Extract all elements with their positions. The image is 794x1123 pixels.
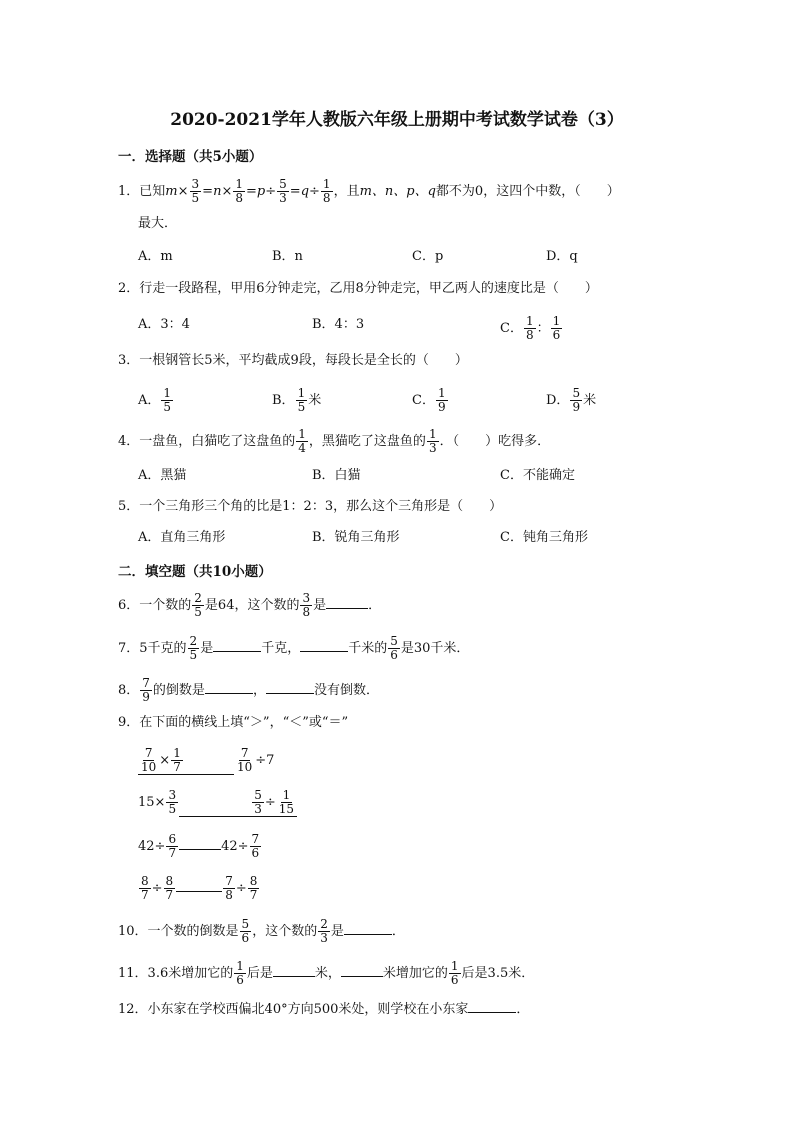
q1-line2: 最大．: [138, 216, 178, 231]
q2-option-c: C． $\frac{1}{8}$ ： $\frac{1}{6}$: [500, 314, 561, 342]
divide-sign: ÷: [309, 184, 320, 199]
fraction: $\frac{7}{9}$: [142, 676, 150, 704]
q1-number: 1．: [118, 184, 140, 199]
question-10: 10．一个数的倒数是 $\frac{5}{6}$ ，这个数的 $\frac{2}{3}$ 是 ．: [118, 917, 405, 945]
fraction: $\frac{1}{6}$: [552, 314, 561, 342]
fraction: $\frac{3}{8}$: [302, 591, 311, 619]
section-choice-heading: 一．选择题（共5小题）: [118, 149, 263, 165]
answer-blank[interactable]: [468, 998, 516, 1013]
q4-option-b: B．白猫: [312, 468, 361, 483]
q5-option-b: B．锐角三角形: [312, 530, 400, 545]
fraction: $\frac{2}{5}$: [194, 591, 202, 619]
equals-sign: =: [246, 184, 257, 199]
answer-blank[interactable]: [300, 637, 348, 652]
q4-option-a: A．黑猫: [138, 468, 187, 483]
fraction: $\frac{1}{3}$: [428, 427, 437, 455]
q1-option-a: A．m: [138, 249, 173, 264]
fraction: $\frac{8}{7}$: [141, 874, 149, 902]
q5-option-a: A．直角三角形: [138, 530, 226, 545]
fraction: $\frac{2}{5}$: [189, 634, 198, 662]
q3-option-b: B． $\frac{1}{5}$ 米: [272, 386, 322, 414]
q1-option-b: B．n: [272, 249, 303, 264]
answer-blank[interactable]: [205, 679, 253, 694]
times-sign: ×: [177, 184, 189, 199]
var-n: n: [213, 184, 222, 199]
q3-option-d: D． $\frac{5}{9}$ 米: [546, 386, 597, 414]
fraction: $\frac{1}{7}$: [173, 746, 181, 774]
fraction: $\frac{1}{15}$: [278, 788, 295, 816]
question-5: 5．一个三角形三个角的比是1：2：3，那么这个三角形是（ ）: [118, 499, 503, 514]
var-m: m: [165, 184, 178, 199]
question-3: 3．一根钢管长5米，平均截成9段，每段长是全长的（ ）: [118, 353, 468, 368]
page-title: 2020-2021学年人教版六年级上册期中考试数学试卷（3）: [170, 110, 624, 130]
q1-vars: m、n、p、q: [359, 184, 436, 199]
answer-blank[interactable]: [176, 877, 222, 892]
fraction: $\frac{1}{8}$: [322, 177, 331, 205]
q3-option-c: C． $\frac{1}{9}$: [412, 386, 446, 414]
fraction: $\frac{1}{8}$: [525, 314, 534, 342]
q1-option-d: D．q: [546, 249, 578, 264]
question-12: 12．小东家在学校西偏北40°方向500米处，则学校在小东家 ．: [118, 998, 529, 1020]
fraction: $\frac{5}{9}$: [572, 386, 581, 414]
fraction: $\frac{1}{4}$: [298, 427, 306, 455]
times-sign: ×: [221, 184, 233, 199]
fraction: $\frac{1}{5}$: [297, 386, 306, 414]
question-11: 11．3.6米增加它的 $\frac{1}{6}$ 后是 米， 米增加它的 $\frac{1}{6}$ 后是3.5米．: [118, 959, 535, 987]
fraction: $\frac{2}{3}$: [320, 917, 328, 945]
answer-blank[interactable]: [326, 594, 368, 609]
fraction: $\frac{7}{8}$: [225, 874, 233, 902]
q4-option-c: C．不能确定: [500, 468, 575, 483]
answer-blank[interactable]: [179, 835, 221, 850]
q3-option-a: A． $\frac{1}{5}$: [138, 386, 172, 414]
fraction: $\frac{1}{9}$: [437, 386, 446, 414]
section-fill-heading: 二．填空题（共10小题）: [118, 564, 272, 580]
fraction: $\frac{7}{10}$: [237, 746, 253, 774]
divide-sign: ÷: [265, 184, 277, 199]
q1-option-c: C．p: [412, 249, 444, 264]
answer-blank[interactable]: [213, 637, 261, 652]
fraction: $\frac{6}{7}$: [168, 832, 177, 860]
fraction: $\frac{7}{6}$: [251, 832, 260, 860]
question-6: 6．一个数的 $\frac{2}{5}$ 是64，这个数的 $\frac{3}{8}$ 是 ．: [118, 591, 382, 619]
fraction: $\frac{8}{7}$: [249, 874, 258, 902]
question-4: 4．一盘鱼，白猫吃了这盘鱼的 $\frac{1}{4}$ ，黑猫吃了这盘鱼的 $\frac{1}{3}$ ．（ ）吃得多．: [118, 427, 551, 455]
equals-sign: =: [202, 184, 214, 199]
q9-row-4: $\frac{8}{7}$ ÷ $\frac{8}{7}$ $\frac{7}{8}$ ÷ $\frac{8}{7}$: [141, 874, 258, 902]
answer-blank[interactable]: [341, 962, 383, 977]
answer-blank[interactable]: [266, 679, 314, 694]
question-7: 7．5千克的 $\frac{2}{5}$ 是 千克， 千米的 $\frac{5}{6}$ 是30千米．: [118, 634, 470, 662]
q9-row-3: 42÷ $\frac{6}{7}$ 42÷ $\frac{7}{6}$: [138, 832, 260, 860]
question-9: 9．在下面的横线上填“＞”，“＜”或“＝”: [118, 715, 349, 730]
fraction: $\frac{8}{7}$: [165, 874, 174, 902]
q1-prefix: 已知: [139, 184, 166, 199]
fraction: $\frac{3}{5}$: [168, 788, 177, 816]
q9-row-2: 15× $\frac{3}{5}$ $\frac{5}{3}$ ÷ $\frac{1}{15}$: [138, 789, 297, 817]
equals-sign: =: [289, 184, 301, 199]
question-2: 2．行走一段路程，甲用6分钟走完，乙用8分钟走完，甲乙两人的速度比是（ ）: [118, 281, 598, 296]
fraction: $\frac{7}{10}$: [141, 746, 157, 774]
var-q: q: [300, 184, 310, 199]
q2-option-a: A．3：4: [138, 317, 190, 332]
fraction: $\frac{1}{6}$: [450, 959, 459, 987]
fraction: $\frac{1}{5}$: [163, 386, 172, 414]
fraction: $\frac{5}{6}$: [390, 634, 398, 662]
fraction: $\frac{5}{3}$: [254, 788, 262, 816]
q1-tail-text: 都不为0，这四个中数，（ ）: [435, 184, 620, 199]
fraction: $\frac{1}{6}$: [236, 959, 244, 987]
fraction: $\frac{5}{6}$: [241, 917, 250, 945]
answer-blank[interactable]: [344, 920, 392, 935]
q2-option-b: B．4：3: [312, 317, 365, 332]
q5-option-c: C．钝角三角形: [500, 530, 588, 545]
question-1: [118, 178, 620, 205]
var-p: p: [256, 184, 266, 199]
comparison-right: $\frac{5}{3}$ ÷ $\frac{1}{15}$: [179, 789, 297, 817]
q9-row-1: $\frac{7}{10}$ × $\frac{1}{7}$ $\frac{7}{10}$ ÷7: [138, 747, 274, 775]
q1-mid-text: ，且: [333, 184, 360, 199]
fraction: $\frac{3}{5}$: [191, 177, 200, 205]
comparison-left: $\frac{7}{10}$ × $\frac{1}{7}$: [138, 747, 234, 775]
fraction: $\frac{1}{8}$: [235, 177, 243, 205]
question-8: 8． $\frac{7}{9}$ 的倒数是 ， 没有倒数．: [118, 676, 379, 704]
fraction: $\frac{5}{3}$: [279, 177, 287, 205]
answer-blank[interactable]: [273, 962, 315, 977]
